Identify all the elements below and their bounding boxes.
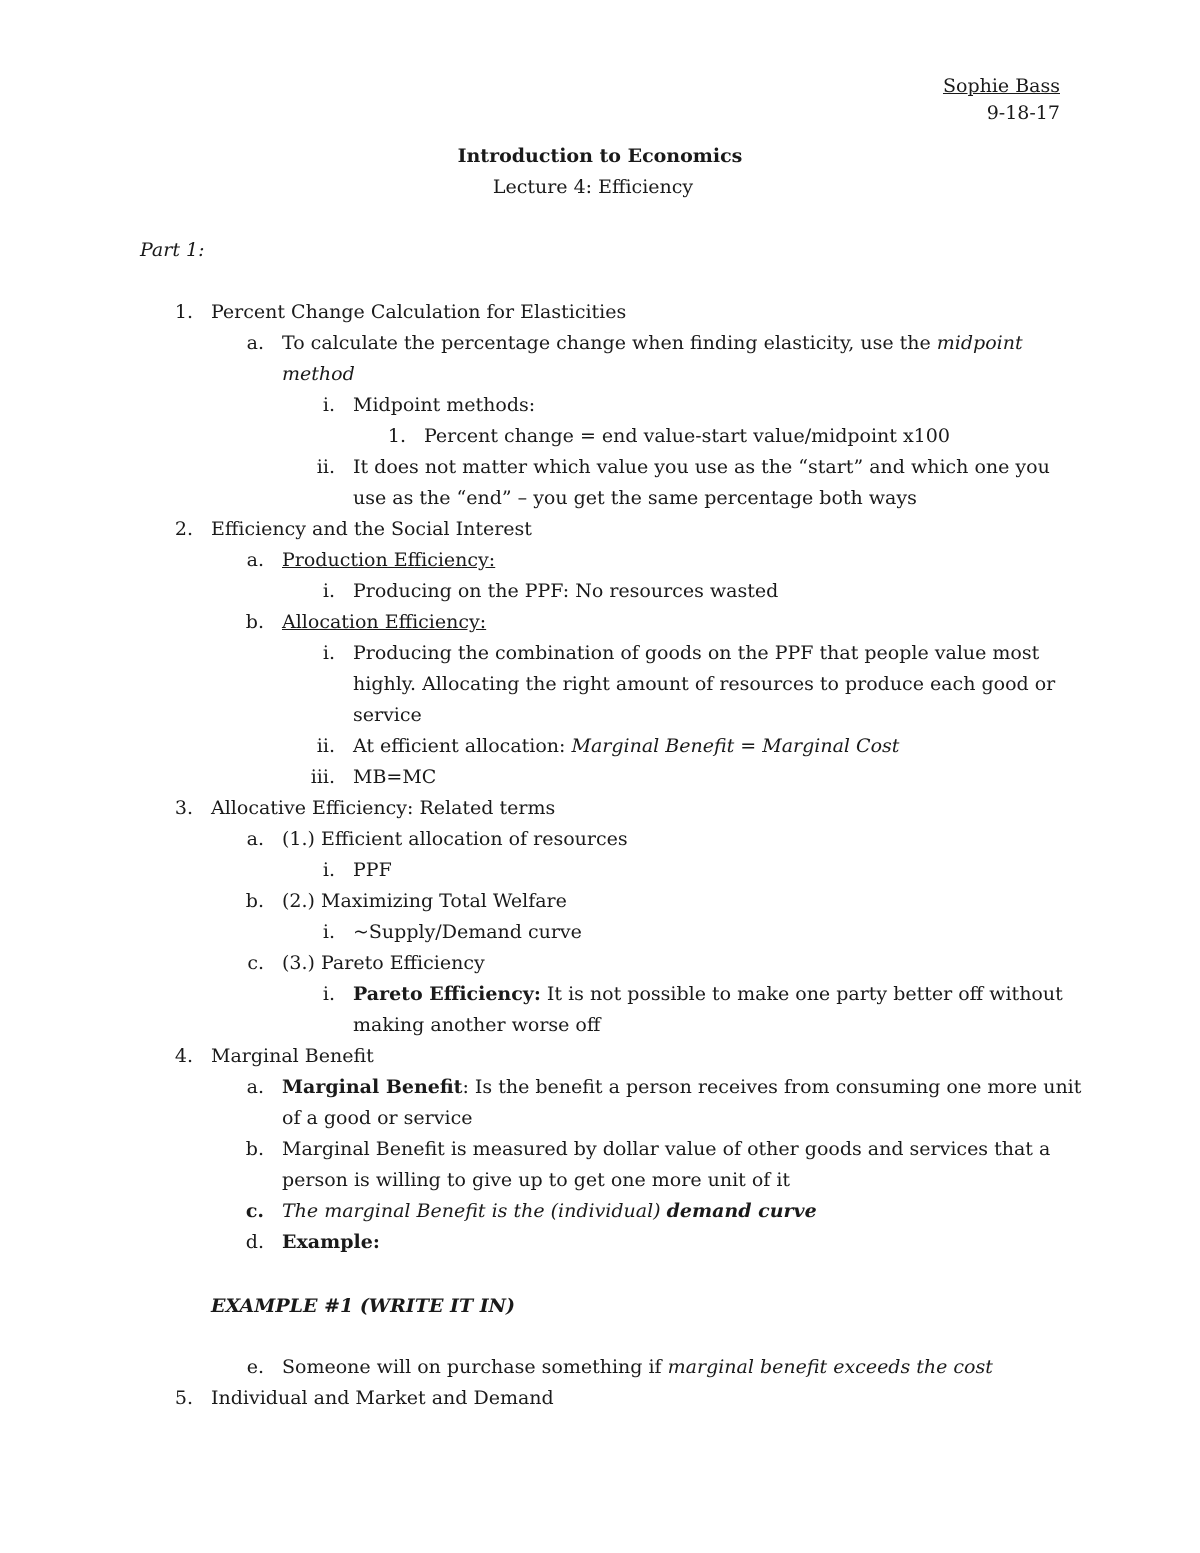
pareto-efficiency-definition-cont: making another worse off [353,1014,601,1036]
marginal-benefit-definition-cont: of a good or service [282,1107,473,1129]
section-5-heading: Individual and Market and Demand [211,1387,554,1409]
list-marker: b. [245,1138,264,1160]
percent-change-formula: Percent change = end value-start value/midpoint x100 [424,425,950,447]
list-marker: 2. [174,518,193,540]
list-marker: b. [245,611,264,633]
section-1a-ii-text-cont: use as the “end” – you get the same percentage both ways [353,487,917,509]
section-3a-i-text: PPF [353,859,392,881]
pareto-efficiency-definition: Pareto Efficiency: It is not possible to make one party better off without [353,983,1063,1005]
section-2a-i-text: Producing on the PPF: No resources wasted [353,580,779,602]
list-marker: a. [246,549,264,571]
list-marker: a. [246,828,264,850]
section-2b-i-text-cont: highly. Allocating the right amount of resources to produce each good or [353,673,1056,695]
section-2b-iii-text: MB=MC [353,766,437,788]
list-marker: 1. [174,301,193,323]
list-marker: iii. [310,766,335,788]
section-1a-text-cont: method [282,363,355,385]
list-marker: c. [245,1200,264,1222]
section-2-heading: Efficiency and the Social Interest [211,518,532,540]
section-1a-i-text: Midpoint methods: [353,394,536,416]
section-3-heading: Allocative Efficiency: Related terms [211,797,556,819]
part-label: Part 1: [140,239,205,261]
section-2b-i-text-cont: service [353,704,422,726]
section-2b-i-text: Producing the combination of goods on the PPF that people value most [353,642,1040,664]
list-marker: a. [246,332,264,354]
list-marker: c. [247,952,264,974]
example-heading: EXAMPLE #1 (WRITE IT IN) [211,1295,515,1317]
list-marker: 4. [174,1045,193,1067]
example-label: Example: [282,1231,380,1253]
section-4e-text: Someone will on purchase something if marginal benefit exceeds the cost [282,1356,993,1378]
list-marker: a. [246,1076,264,1098]
list-marker: 1. [387,425,406,447]
section-1a-ii-text: It does not matter which value you use as the “start” and which one you [353,456,1050,478]
list-marker: i. [322,394,335,416]
document-title: Introduction to Economics [457,145,743,167]
section-4c-text: The marginal Benefit is the (individual) demand curve [282,1200,817,1222]
list-marker: i. [322,859,335,881]
list-marker: ii. [316,735,335,757]
list-marker: i. [322,921,335,943]
production-efficiency-term: Production Efficiency: [282,549,496,571]
section-3a-text: (1.) Efficient allocation of resources [282,828,628,850]
list-marker: d. [245,1231,264,1253]
list-marker: e. [246,1356,264,1378]
list-marker: i. [322,580,335,602]
section-4-heading: Marginal Benefit [211,1045,374,1067]
section-4b-text-cont: person is willing to give up to get one more unit of it [282,1169,791,1191]
list-marker: i. [322,983,335,1005]
marginal-benefit-definition: Marginal Benefit: Is the benefit a person receives from consuming one more unit [282,1076,1082,1098]
list-marker: 5. [174,1387,193,1409]
list-marker: b. [245,890,264,912]
section-1a-text: To calculate the percentage change when finding elasticity, use the midpoint [282,332,1023,354]
list-marker: 3. [174,797,193,819]
section-1-heading: Percent Change Calculation for Elasticities [211,301,627,323]
section-3b-i-text: ~Supply/Demand curve [353,921,582,943]
section-2b-ii-text: At efficient allocation: Marginal Benefit = Marginal Cost [353,735,900,757]
section-3b-text: (2.) Maximizing Total Welfare [282,890,567,912]
list-marker: ii. [316,456,335,478]
section-3c-text: (3.) Pareto Efficiency [282,952,485,974]
allocation-efficiency-term: Allocation Efficiency: [282,611,487,633]
author-name: Sophie Bass [942,75,1060,97]
list-marker: i. [322,642,335,664]
document-subtitle: Lecture 4: Efficiency [492,176,694,198]
document-date: 9-18-17 [986,102,1060,124]
section-4b-text: Marginal Benefit is measured by dollar value of other goods and services that a [282,1138,1051,1160]
